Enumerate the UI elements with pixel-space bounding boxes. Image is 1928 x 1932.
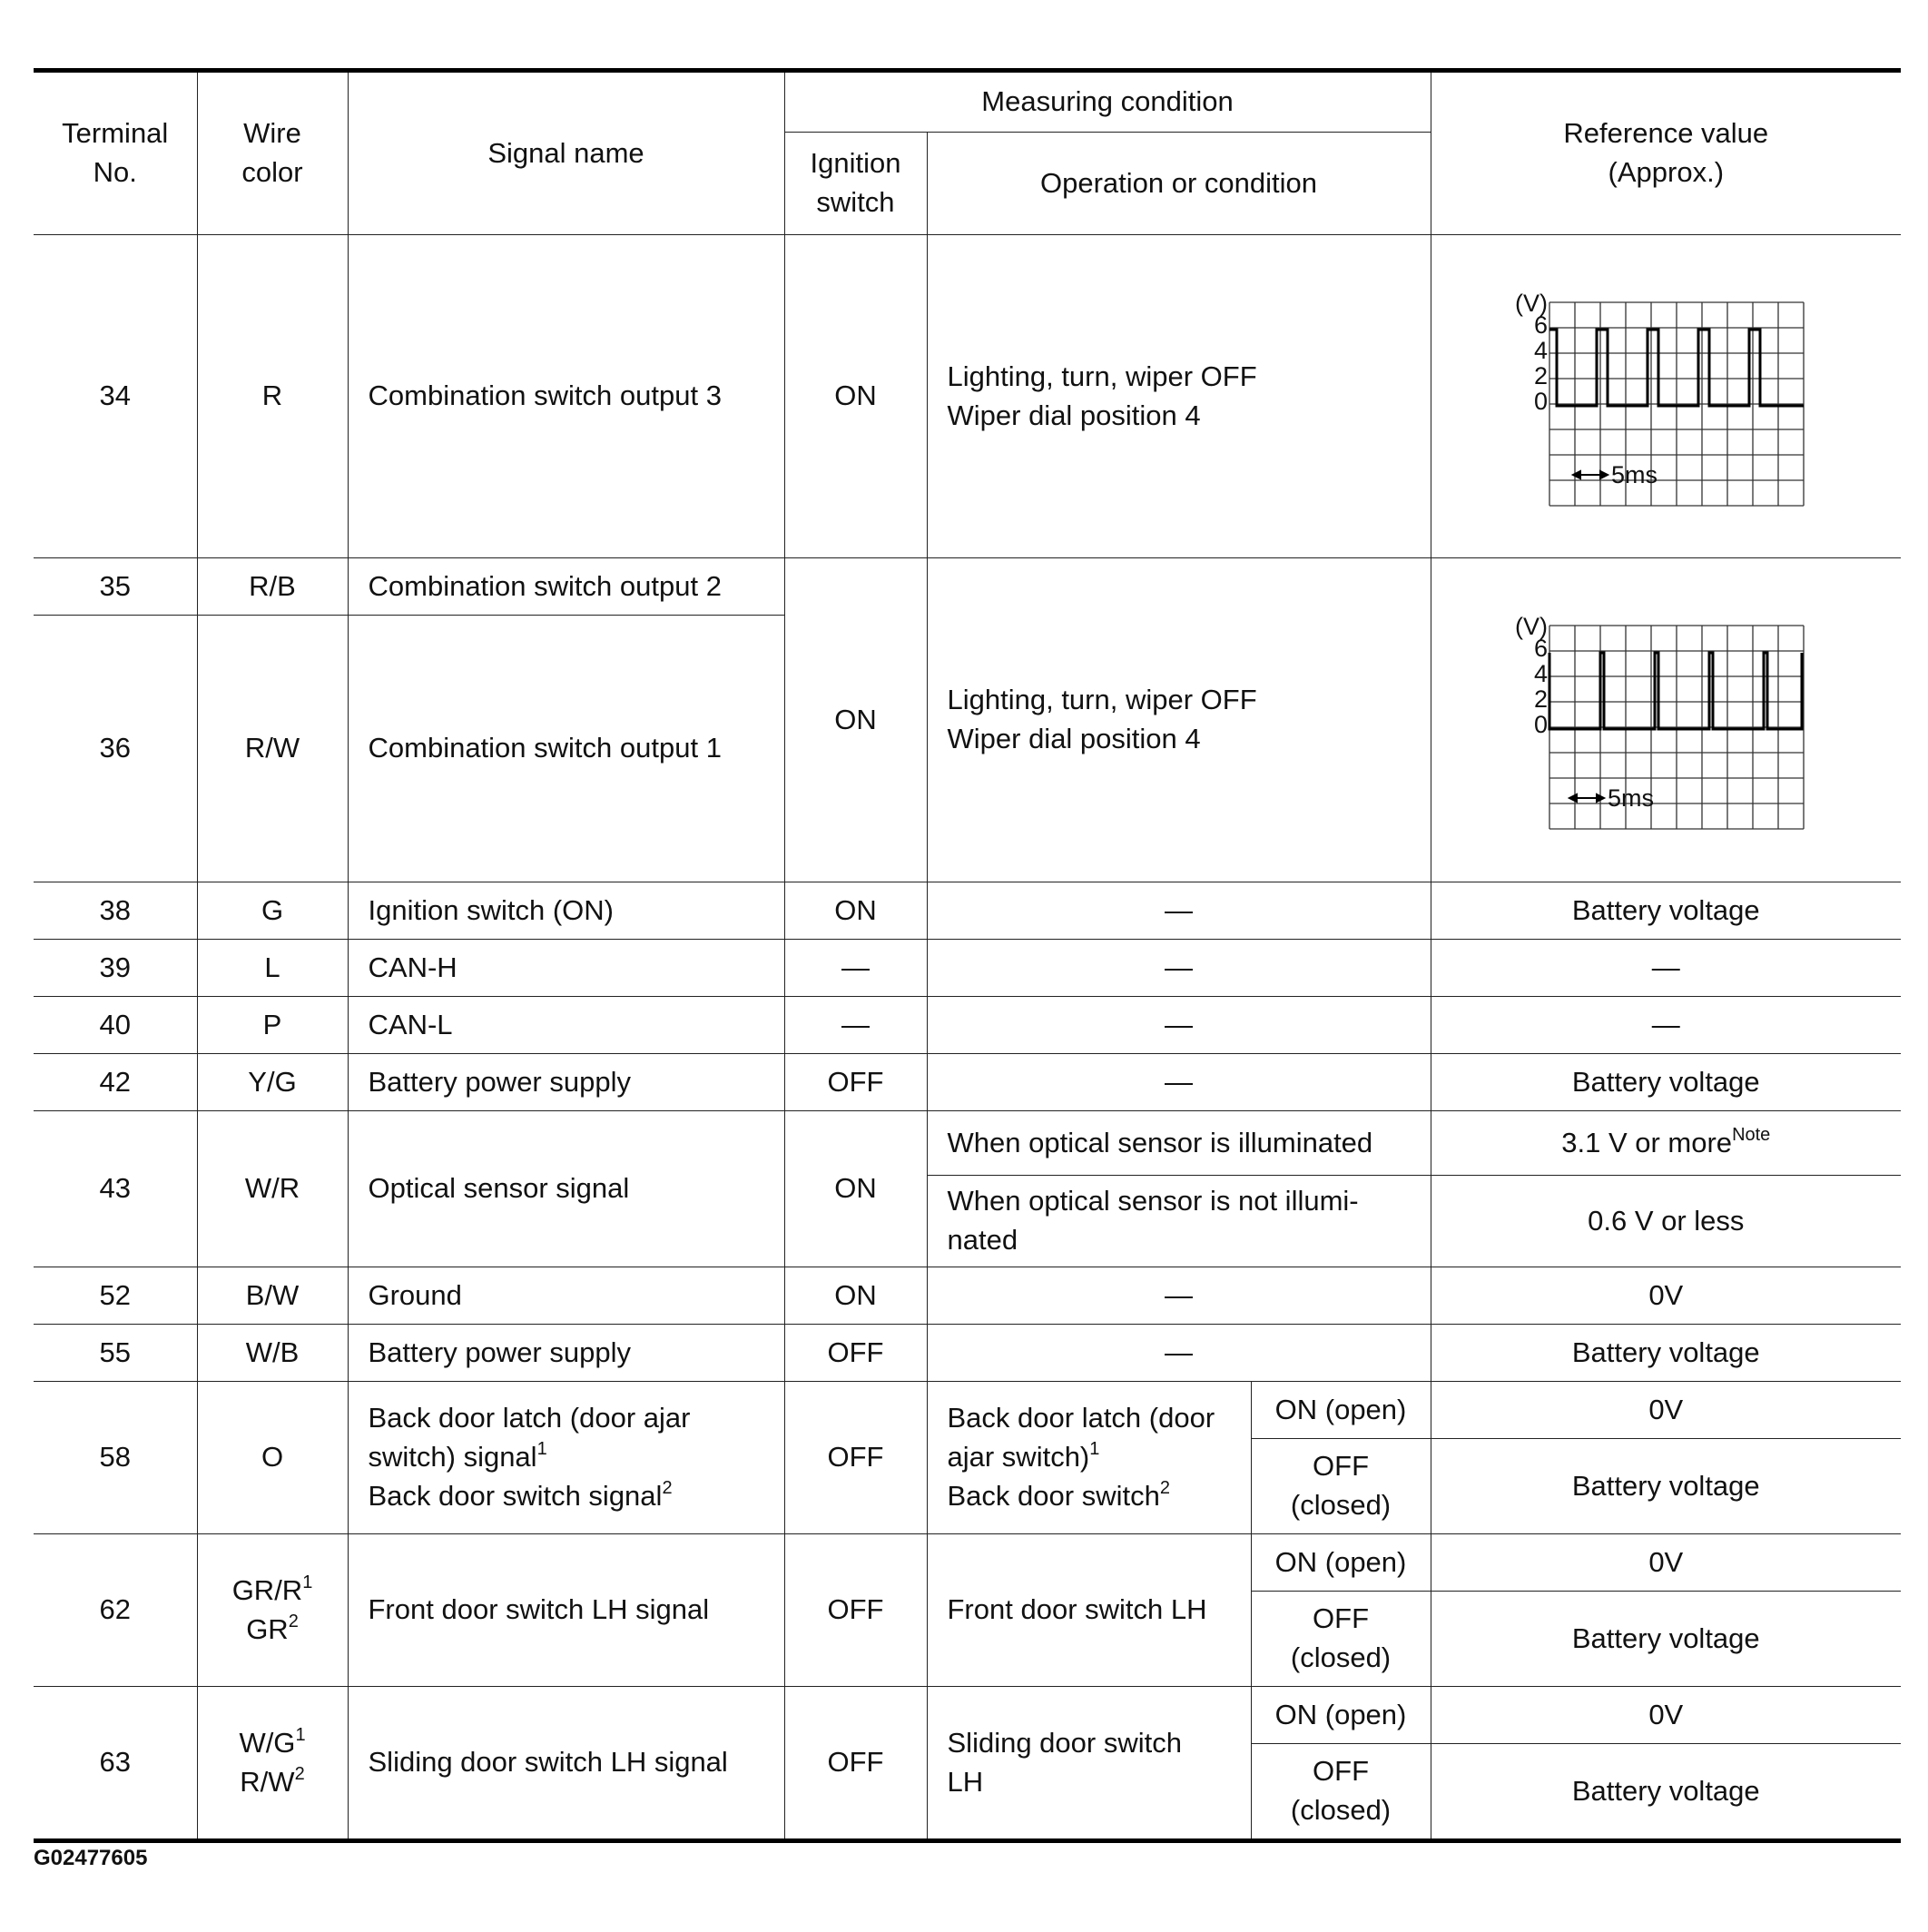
signal-line-2-text: switch) signal [368,1441,537,1474]
operation-line-1: Back door latch (door [947,1402,1215,1434]
footnote-2-marker: 2 [662,1477,673,1498]
row-63a [34,1687,1901,1744]
wire-cell: L [197,940,348,997]
ignition-cell: ON [784,235,927,558]
signal-cell: Ground [348,1267,784,1325]
reference-cell: Battery voltage [1431,1744,1901,1841]
waveform-tick-0: 0 [1534,387,1549,415]
waveform-tick-0: 0 [1534,711,1549,738]
wire-cell: O [197,1382,348,1534]
row-55 [34,1325,1901,1382]
header-operation: Operation or condition [927,132,1431,234]
ignition-cell: OFF [784,1325,927,1382]
waveform-tick-6: 6 [1534,310,1549,339]
reference-value: 3.1 V or more [1561,1126,1733,1158]
signal-cell: Battery power supply [348,1325,784,1382]
header-wire-color [197,71,348,235]
state-on-cell: ON (open) [1251,1382,1431,1439]
terminal-cell: 62 [34,1534,197,1687]
operation-line-3-text: Back door switch [947,1479,1160,1512]
reference-cell: 0V [1431,1267,1901,1325]
terminal-reference-table [34,68,1901,1843]
wire-cell: R/B [197,558,348,616]
ignition-cell: — [784,997,927,1054]
signal-cell: Combination switch output 1 [348,616,784,882]
row-62a [34,1534,1901,1592]
wire-line-2 [205,1611,340,1650]
reference-cell: 0V [1431,1687,1901,1744]
operation-cell: — [927,882,1431,940]
note-superscript: Note [1732,1124,1771,1145]
state-on-cell: ON (open) [1251,1687,1431,1744]
waveform-tick-2: 2 [1534,685,1549,713]
state-off-text: OFF (closed) [1290,1450,1392,1521]
operation-line-3 [948,1477,1244,1516]
signal-cell: Optical sensor signal [348,1111,784,1267]
row-40 [34,997,1901,1054]
operation-cell: — [927,940,1431,997]
signal-line-1: Back door latch (door ajar [368,1402,691,1434]
signal-cell: Combination switch output 3 [348,235,784,558]
waveform-unit-label: (V) [1515,613,1549,640]
row-35 [34,558,1901,616]
footnote-2-marker: 2 [1159,1477,1170,1498]
operation-text: Sliding door switch LH [947,1726,1182,1798]
time-scale-arrow [1569,794,1604,802]
operation-cell [927,1382,1251,1534]
operation-cell [927,1176,1431,1267]
state-off-cell [1251,1439,1431,1534]
signal-cell: Sliding door switch LH signal [348,1687,784,1841]
operation-line-2: Wiper dial position 4 [947,399,1201,431]
footnote-1-marker: 1 [295,1724,306,1745]
ignition-cell: ON [784,558,927,882]
wire-cell: B/W [197,1267,348,1325]
operation-cell: — [927,997,1431,1054]
ignition-cell: OFF [784,1534,927,1687]
wire-cell: W/R [197,1111,348,1267]
header-terminal-no-text: Terminal No. [62,117,169,188]
ignition-cell: OFF [784,1687,927,1841]
terminal-cell: 40 [34,997,197,1054]
wire-line-1 [205,1572,340,1611]
operation-line-2: Wiper dial position 4 [947,723,1201,754]
wire-line-1-text: W/G [239,1726,296,1759]
row-34 [34,235,1901,558]
reference-cell: Battery voltage [1431,1054,1901,1111]
waveform-tick-4: 4 [1534,660,1549,687]
operation-cell [927,1687,1251,1841]
header-ignition-switch [784,132,927,234]
header-ignition-text: Ignition switch [810,147,901,218]
operation-line-2-text: ajar switch) [947,1441,1090,1474]
reference-cell: Battery voltage [1431,1325,1901,1382]
reference-cell [1431,1111,1901,1176]
signal-cell: CAN-H [348,940,784,997]
header-reference-value [1431,71,1901,235]
footnote-1-marker: 1 [536,1439,547,1460]
state-off-text: OFF (closed) [1290,1602,1392,1673]
terminal-cell: 34 [34,235,197,558]
header-wire-color-text: Wire color [241,117,303,188]
waveform-trace [1549,653,1802,729]
state-on-cell: ON (open) [1251,1534,1431,1592]
terminal-cell: 58 [34,1382,197,1534]
operation-cell: — [927,1267,1431,1325]
wire-line-1-text: GR/R [231,1573,303,1606]
wire-line-2-text: GR [246,1612,289,1645]
operation-cell: — [927,1054,1431,1111]
wire-line-2 [205,1763,340,1802]
row-43a [34,1111,1901,1176]
reference-cell: Battery voltage [1431,1592,1901,1687]
header-measuring-condition: Measuring condition [784,71,1431,133]
reference-cell: 0V [1431,1534,1901,1592]
ignition-cell: — [784,940,927,997]
terminal-cell: 39 [34,940,197,997]
row-42 [34,1054,1901,1111]
row-39 [34,940,1901,997]
signal-cell: Front door switch LH signal [348,1534,784,1687]
state-off-cell [1251,1592,1431,1687]
document-id: G02477605 [34,1846,148,1870]
reference-cell: Battery voltage [1431,1439,1901,1534]
header-terminal-no [34,71,197,235]
ignition-cell: OFF [784,1382,927,1534]
signal-cell: CAN-L [348,997,784,1054]
terminal-cell: 35 [34,558,197,616]
terminal-cell: 42 [34,1054,197,1111]
footnote-1-marker: 1 [302,1572,313,1592]
wire-line-2-text: R/W [240,1765,295,1798]
signal-cell [348,1382,784,1534]
waveform-unit-label: (V) [1515,289,1549,317]
header-signal-name: Signal name [348,71,784,235]
wire-cell [197,1687,348,1841]
reference-cell: 0V [1431,1382,1901,1439]
terminal-cell: 55 [34,1325,197,1382]
reference-waveform-cell [1431,235,1901,558]
signal-line-3 [369,1477,777,1516]
ignition-cell: ON [784,882,927,940]
wire-cell: R [197,235,348,558]
operation-line-1: Lighting, turn, wiper OFF [947,360,1257,392]
wire-cell: P [197,997,348,1054]
operation-cell: When optical sensor is illuminated [927,1111,1431,1176]
reference-cell: 0.6 V or less [1431,1176,1901,1267]
row-38 [34,882,1901,940]
waveform-tick-6: 6 [1534,635,1549,662]
signal-cell: Ignition switch (ON) [348,882,784,940]
waveform-tick-2: 2 [1534,361,1549,389]
wire-cell: W/B [197,1325,348,1382]
footnote-2-marker: 2 [294,1763,305,1784]
state-off-text: OFF (closed) [1290,1755,1392,1826]
wire-cell: R/W [197,616,348,882]
footnote-2-marker: 2 [288,1611,299,1631]
reference-waveform-cell [1431,558,1901,882]
wire-cell [197,1534,348,1687]
header-row-1 [34,71,1901,133]
time-scale-label: 5ms [1608,784,1655,812]
operation-line-2 [948,1438,1244,1477]
wire-cell: G [197,882,348,940]
time-scale-arrow [1573,471,1608,478]
ignition-cell: OFF [784,1054,927,1111]
time-scale-label: 5ms [1611,460,1658,488]
waveform-tick-4: 4 [1534,336,1549,364]
state-off-cell [1251,1744,1431,1841]
wire-line-1 [205,1724,340,1763]
reference-cell: — [1431,940,1901,997]
terminal-cell: 63 [34,1687,197,1841]
operation-cell [927,235,1431,558]
reference-cell: — [1431,997,1901,1054]
terminal-cell: 43 [34,1111,197,1267]
row-52 [34,1267,1901,1325]
terminal-cell: 52 [34,1267,197,1325]
reference-cell: Battery voltage [1431,882,1901,940]
wire-cell: Y/G [197,1054,348,1111]
terminal-table-wrapper [34,68,1901,1843]
operation-cell: Front door switch LH [927,1534,1251,1687]
signal-cell: Combination switch output 2 [348,558,784,616]
terminal-cell: 36 [34,616,197,882]
signal-line-2 [369,1438,777,1477]
operation-cell [927,558,1431,882]
terminal-cell: 38 [34,882,197,940]
header-reference-text: Reference value (Approx.) [1563,117,1769,188]
waveform-chart-2 [1493,602,1838,838]
signal-line-3-text: Back door switch signal [368,1479,663,1512]
operation-line-1: Lighting, turn, wiper OFF [947,684,1257,716]
signal-cell: Battery power supply [348,1054,784,1111]
row-58a [34,1382,1901,1439]
operation-text: When optical sensor is not illumi- nated [947,1185,1359,1256]
footnote-1-marker: 1 [1089,1439,1100,1460]
operation-cell: — [927,1325,1431,1382]
ignition-cell: ON [784,1111,927,1267]
ignition-cell: ON [784,1267,927,1325]
waveform-chart-1 [1493,279,1838,515]
